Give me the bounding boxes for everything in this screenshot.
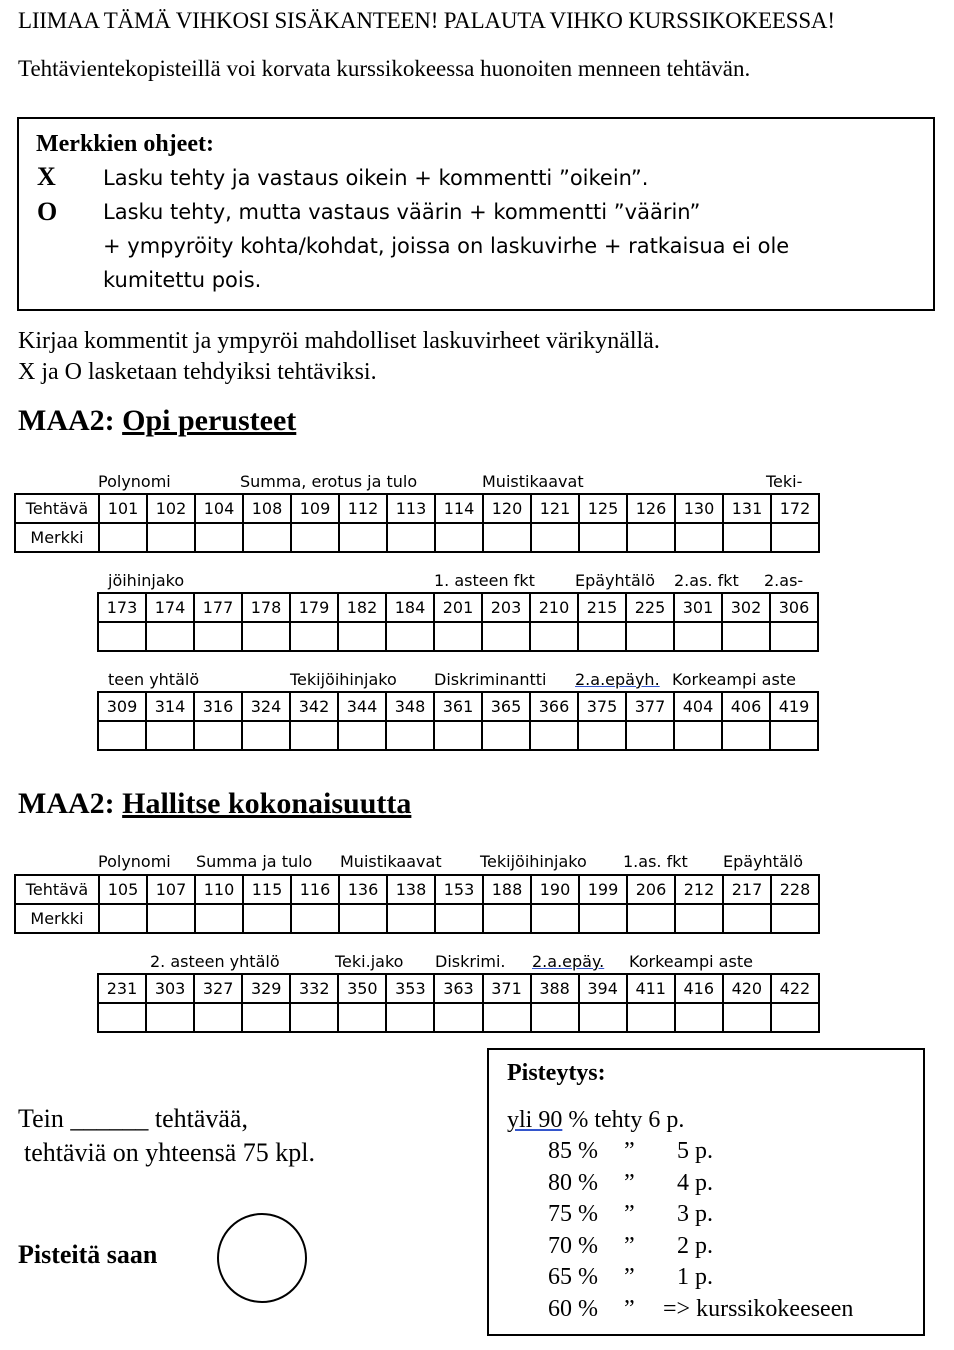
category-label: Tekijöihinjako [480,852,587,871]
scoring-points: 1 p. [677,1264,713,1290]
mark-cell[interactable] [531,523,579,552]
mark-cell[interactable] [195,523,243,552]
mark-cell[interactable] [482,622,530,651]
scoring-points: 3 p. [677,1201,713,1227]
mark-cell[interactable] [434,721,482,750]
mark-cell[interactable] [771,1003,819,1032]
task-number: 225 [626,593,674,622]
task-number: 404 [674,692,722,721]
mark-cell[interactable] [578,721,626,750]
task-number: 309 [98,692,146,721]
task-number: 125 [579,494,627,523]
mark-cell[interactable] [338,721,386,750]
task-number: 366 [530,692,578,721]
scoring-top-threshold: yli 90 [507,1107,563,1133]
task-number: 172 [771,494,819,523]
task-number: 324 [242,692,290,721]
category-label: Polynomi [98,852,171,871]
mark-cell[interactable] [339,523,387,552]
category-label: 2.a.epäy. [532,952,605,971]
mark-cell[interactable] [530,622,578,651]
mark-cell[interactable] [242,721,290,750]
task-number: 131 [723,494,771,523]
points-label: Pisteitä saan [18,1240,158,1269]
mark-o-symbol: O [37,197,58,226]
task-number: 303 [146,974,194,1003]
scoring-pct: 65 % [548,1264,598,1290]
mark-cell[interactable] [338,1003,386,1032]
task-number: 363 [434,974,482,1003]
task-number: 329 [242,974,290,1003]
points-circle[interactable] [217,1213,307,1303]
mark-cell[interactable] [723,523,771,552]
mark-cell[interactable] [242,1003,290,1032]
task-number: 101 [99,494,147,523]
header-warning: LIIMAA TÄMÄ VIHKOSI SISÄKANTEEN! PALAUTA VIHKO KURSSIKOKEESSA! [18,8,835,33]
scoring-pct: 60 % [548,1296,598,1322]
task-number: 231 [98,974,146,1003]
section2-prefix: MAA2: [18,787,115,820]
mark-x-symbol: X [37,162,56,191]
done-count-prefix: Tein [18,1104,71,1133]
task-number: 422 [771,974,819,1003]
task-number: 217 [723,875,771,904]
section2-table-2 [97,973,820,1033]
mark-cell[interactable] [290,622,338,651]
mark-cell[interactable] [147,904,195,933]
section2-title [18,787,411,821]
category-label: Summa, erotus ja tulo [240,472,418,491]
scoring-pct: 70 % [548,1233,598,1259]
task-number: 136 [339,875,387,904]
mark-cell[interactable] [483,904,531,933]
mark-cell[interactable] [194,721,242,750]
mark-cell[interactable] [674,721,722,750]
mark-cell[interactable] [338,622,386,651]
scoring-ditto: ” [624,1201,635,1227]
mark-cell[interactable] [627,1003,675,1032]
mark-cell[interactable] [675,523,723,552]
mark-cell[interactable] [99,904,147,933]
mark-cell[interactable] [291,904,339,933]
task-number: 210 [530,593,578,622]
section1-table-1 [14,493,820,553]
task-number: 406 [722,692,770,721]
mark-cell[interactable] [434,622,482,651]
task-number: 212 [675,875,723,904]
category-label: 2.a.epäyh. [575,670,660,689]
mark-cell[interactable] [194,1003,242,1032]
task-number: 361 [434,692,482,721]
task-number: 228 [771,875,819,904]
mark-cell[interactable] [482,721,530,750]
task-number: 419 [770,692,818,721]
task-number: 420 [723,974,771,1003]
category-label: teen yhtälö [108,670,200,689]
category-label: Teki.jako [335,952,404,971]
section1-prefix: MAA2: [18,404,115,437]
mark-cell[interactable] [98,721,146,750]
total-tasks: tehtäviä on yhteensä 75 kpl. [24,1138,315,1167]
row-label-task: Tehtävä [15,875,99,904]
mark-cell[interactable] [194,622,242,651]
mark-o-description-3: kumitettu pois. [103,268,262,292]
mark-cell[interactable] [675,1003,723,1032]
mark-cell[interactable] [483,523,531,552]
mark-row [98,622,818,651]
task-number: 332 [290,974,338,1003]
mark-cell[interactable] [98,1003,146,1032]
task-number: 388 [531,974,579,1003]
mark-cell[interactable] [290,1003,338,1032]
task-number: 107 [147,875,195,904]
mark-cell[interactable] [434,1003,482,1032]
mark-cell[interactable] [146,1003,194,1032]
comment-note: X ja O lasketaan tehdyiksi tehtäviksi. [18,359,377,385]
scoring-top-text: % tehty 6 p. [562,1107,685,1133]
task-number: 377 [626,692,674,721]
task-number: 206 [627,875,675,904]
category-label: jöihinjako [108,571,185,590]
mark-cell[interactable] [387,523,435,552]
category-label: Epäyhtälö [723,852,803,871]
section2-name: Hallitse kokonaisuutta [122,787,412,820]
category-label: Muistikaavat [340,852,442,871]
mark-row [15,904,819,933]
task-number: 116 [291,875,339,904]
task-number: 138 [387,875,435,904]
task-number-row [15,494,819,523]
scoring-ditto: ” [624,1233,635,1259]
mark-cell[interactable] [99,523,147,552]
category-label: 1. asteen fkt [434,571,535,590]
scoring-pct: 85 % [548,1138,598,1164]
mark-cell[interactable] [627,904,675,933]
mark-cell[interactable] [291,523,339,552]
section1-table-3 [97,691,819,751]
mark-cell[interactable] [579,1003,627,1032]
mark-cell[interactable] [147,523,195,552]
scoring-pct: 80 % [548,1170,598,1196]
task-number: 201 [434,593,482,622]
mark-cell[interactable] [387,904,435,933]
mark-cell[interactable] [771,904,819,933]
mark-cell[interactable] [290,721,338,750]
mark-cell[interactable] [483,1003,531,1032]
mark-cell[interactable] [98,622,146,651]
mark-cell[interactable] [770,622,818,651]
mark-cell[interactable] [674,622,722,651]
category-label: Diskriminantti [434,670,547,689]
task-number: 316 [194,692,242,721]
scoring-points: 5 p. [677,1138,713,1164]
header-note: Tehtävientekopisteillä voi korvata kurssikokeessa huonoiten menneen tehtävän. [18,56,751,81]
mark-cell[interactable] [386,622,434,651]
category-label: 2.as. fkt [674,571,739,590]
task-number: 394 [579,974,627,1003]
done-count-blank[interactable]: ______ [70,1104,149,1133]
scoring-ditto: ” [624,1170,635,1196]
task-number: 120 [483,494,531,523]
task-number: 327 [194,974,242,1003]
scoring-points: => kurssikokeeseen [663,1296,854,1322]
task-number: 301 [674,593,722,622]
scoring-points: 4 p. [677,1170,713,1196]
mark-row [98,1003,819,1032]
mark-row [98,721,818,750]
task-number: 188 [483,875,531,904]
task-number: 365 [482,692,530,721]
scoring-points: 2 p. [677,1233,713,1259]
mark-cell[interactable] [579,904,627,933]
section1-name: Opi perusteet [122,404,297,437]
task-number: 416 [675,974,723,1003]
scoring-ditto: ” [624,1264,635,1290]
task-number-row [15,875,819,904]
task-number: 153 [435,875,483,904]
mark-cell[interactable] [531,904,579,933]
task-number: 104 [195,494,243,523]
category-label: Tekijöihinjako [290,670,397,689]
done-count-suffix: tehtävää, [148,1104,248,1133]
task-number: 102 [147,494,195,523]
task-number: 371 [483,974,531,1003]
task-number: 314 [146,692,194,721]
task-number: 182 [338,593,386,622]
task-number: 109 [291,494,339,523]
mark-cell[interactable] [530,721,578,750]
task-number: 173 [98,593,146,622]
task-number: 115 [243,875,291,904]
scoring-ditto: ” [624,1138,635,1164]
mark-row [15,523,819,552]
category-label: Diskrimi. [435,952,506,971]
done-count-line [18,1104,248,1134]
row-label-task: Tehtävä [15,494,99,523]
task-number-row [98,593,818,622]
task-number: 184 [386,593,434,622]
task-number: 215 [578,593,626,622]
task-number-row [98,692,818,721]
section2-table-1 [14,874,820,934]
category-label: 2. asteen yhtälö [150,952,280,971]
task-number: 302 [722,593,770,622]
category-label: Summa ja tulo [196,852,313,871]
mark-cell[interactable] [243,523,291,552]
task-number: 179 [290,593,338,622]
task-number: 375 [578,692,626,721]
task-number: 105 [99,875,147,904]
task-number: 353 [386,974,434,1003]
task-number: 174 [146,593,194,622]
mark-cell[interactable] [386,1003,434,1032]
task-number: 190 [531,875,579,904]
mark-x-description: Lasku tehty ja vastaus oikein + kommentti ”oikein”. [103,166,649,190]
mark-cell[interactable] [627,523,675,552]
scoring-row-top [507,1107,684,1134]
category-label: 2.as- [764,571,804,590]
task-number: 130 [675,494,723,523]
mark-cell[interactable] [722,721,770,750]
task-number: 177 [194,593,242,622]
mark-cell[interactable] [242,622,290,651]
mark-cell[interactable] [578,622,626,651]
mark-o-description: Lasku tehty, mutta vastaus väärin + kommentti ”väärin” [103,200,701,224]
task-number: 348 [386,692,434,721]
task-number: 350 [338,974,386,1003]
category-label: Korkeampi aste [672,670,796,689]
category-label: Epäyhtälö [575,571,655,590]
comment-instruction: Kirjaa kommentit ja ympyröi mahdolliset laskuvirheet värikynällä. [18,328,660,354]
mark-cell[interactable] [626,721,674,750]
task-number: 306 [770,593,818,622]
category-label: Teki- [766,472,803,491]
task-number: 121 [531,494,579,523]
scoring-pct: 75 % [548,1201,598,1227]
mark-cell[interactable] [146,721,194,750]
mark-cell[interactable] [722,622,770,651]
task-number: 199 [579,875,627,904]
row-label-mark: Merkki [15,904,99,933]
mark-cell[interactable] [435,523,483,552]
scoring-ditto: ” [624,1296,635,1322]
mark-cell[interactable] [771,523,819,552]
task-number: 342 [290,692,338,721]
mark-cell[interactable] [579,523,627,552]
mark-cell[interactable] [531,1003,579,1032]
task-number: 178 [242,593,290,622]
mark-cell[interactable] [339,904,387,933]
mark-cell[interactable] [435,904,483,933]
row-label-mark: Merkki [15,523,99,552]
task-number: 113 [387,494,435,523]
task-number: 110 [195,875,243,904]
scoring-title: Pisteytys: [507,1060,606,1086]
task-number: 411 [627,974,675,1003]
mark-cell[interactable] [386,721,434,750]
section1-title [18,404,296,438]
task-number: 114 [435,494,483,523]
mark-cell[interactable] [195,904,243,933]
mark-cell[interactable] [146,622,194,651]
mark-cell[interactable] [626,622,674,651]
task-number: 203 [482,593,530,622]
section1-table-2 [97,592,819,652]
mark-cell[interactable] [243,904,291,933]
task-number: 344 [338,692,386,721]
instructions-title: Merkkien ohjeet: [36,131,214,157]
mark-cell[interactable] [675,904,723,933]
mark-cell[interactable] [770,721,818,750]
category-label: 1.as. fkt [623,852,688,871]
task-number: 108 [243,494,291,523]
category-label: Korkeampi aste [629,952,753,971]
task-number: 112 [339,494,387,523]
category-label: Polynomi [98,472,171,491]
mark-o-description-2: + ympyröity kohta/kohdat, joissa on laskuvirhe + ratkaisua ei ole [103,234,790,258]
task-number: 126 [627,494,675,523]
mark-cell[interactable] [723,904,771,933]
mark-cell[interactable] [723,1003,771,1032]
task-number-row [98,974,819,1003]
category-label: Muistikaavat [482,472,584,491]
